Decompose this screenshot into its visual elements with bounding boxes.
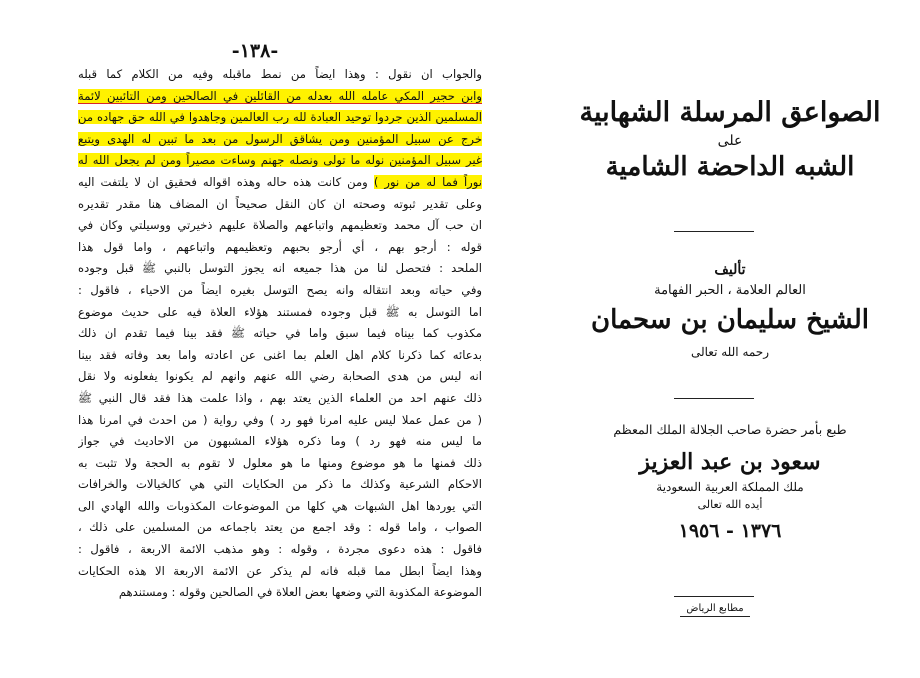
highlighted-text: المسلمين الذين جردوا توحيد العبادة لله رب العالمين وجاهدوا في الله حق جهاده من xyxy=(78,110,482,125)
text-line xyxy=(78,280,482,302)
title-connector: على xyxy=(717,133,743,149)
text-line xyxy=(78,431,482,453)
line-text: فاقول : هذه دعوى مجردة ، وقوله : وهو مذهب الائمة الاربعة ، فاقول : xyxy=(78,542,482,557)
author-mercy: رحمه الله تعالى xyxy=(690,345,770,359)
press-name: مطابع الرياض xyxy=(680,603,750,617)
text-line xyxy=(78,302,482,324)
line-text: الموضوعة المكذوبة التي وضعها بعض العلاة في الصالحين وقوله : ومستندهم xyxy=(118,585,482,600)
line-text: وعلى تقدير ثبوته وصحته ان كان النقل صحيحاً ان المضاف هنا مقدر تقديره xyxy=(78,196,482,211)
text-line xyxy=(78,323,482,345)
text-line xyxy=(78,64,482,86)
line-text: ذلك عنهم احد من العلماء الذين يعتد بهم ، واذا علمت هذا فقد قال النبي ﷺ xyxy=(78,390,482,405)
line-text: ذلك فمنها ما هو موضوع ومنها ما هو معلول لا تقوم به الحجة ولا تثبت به xyxy=(78,455,482,470)
text-line xyxy=(78,366,482,388)
divider-rule xyxy=(674,398,754,399)
line-text: وفي حياته وبعد انتقاله وانه يصح التوسل بغيره ايضاً من الاحياء ، فاقول : xyxy=(78,282,482,297)
text-line xyxy=(78,453,482,475)
line-text: الاحكام الشرعية وكذلك ما ذكر من الحكايات التي هي كالخيالات والخرافات xyxy=(78,477,482,492)
text-line xyxy=(78,388,482,410)
text-line xyxy=(78,539,482,561)
line-text: بدعائه كما ذكرنا كلام اهل العلم بما اغنى عن اعادته واما بعد وفاته فقد بينا xyxy=(78,347,482,362)
text-line xyxy=(78,107,482,129)
text-line xyxy=(78,194,482,216)
text-line xyxy=(78,150,482,172)
text-line xyxy=(78,410,482,432)
line-text: قوله : أرجو بهم ، أي أرجو بحبهم وتعظيمهم واتباعهم ، واما قول هذا xyxy=(78,239,482,254)
body-text xyxy=(78,64,482,604)
line-text: ( من عمل عملا ليس عليه امرنا فهو رد ) وفي رواية ( من احدث في امرنا هذا xyxy=(78,412,482,427)
text-line xyxy=(78,582,482,604)
text-line xyxy=(78,129,482,151)
highlighted-text: نوراً فما له من نور ) xyxy=(373,174,482,189)
book-title xyxy=(540,96,920,184)
right-page xyxy=(540,0,920,678)
text-line xyxy=(78,237,482,259)
text-line xyxy=(78,474,482,496)
line-text: ومن كانت هذه حاله وهذه اقواله فحقيق ان لا يلتفت اليه xyxy=(78,174,368,189)
line-text: التي يوردها اهل الشبهات هي كلها من الموضوعات المكذوبات والله الهادي الى xyxy=(78,498,482,513)
text-line xyxy=(78,345,482,367)
text-line xyxy=(78,215,482,237)
publication-years: ١٣٧٦ - ١٩٥٦ xyxy=(678,520,782,542)
king-name: سعود بن عبد العزيز xyxy=(639,449,821,475)
line-text: والجواب ان نقول : وهذا ايضاً من نمط ماقبله وفيه من الكلام كما قبله xyxy=(78,67,482,81)
text-line xyxy=(78,258,482,280)
line-text: وهذا ايضاً ابطل مما قبله فانه لم يذكر عن الائمة الاربعة الا هذه الحكايات xyxy=(78,563,482,578)
text-line xyxy=(78,86,482,108)
line-text: الصواب ، واما قوله : وقد اجمع من يعتد باجماعه من المسلمين على ذلك ، xyxy=(78,520,482,535)
divider-rule xyxy=(674,231,754,232)
printed-by: طبع بأمر حضرة صاحب الجلالة الملك المعظم xyxy=(613,422,847,437)
page-number: -١٣٨- xyxy=(231,40,279,62)
author-name: الشيخ سليمان بن سحمان xyxy=(590,305,870,335)
line-text: اما التوسل به ﷺ قبل وجوده فمستند هؤلاء العلاة فيه على حديث موضوع xyxy=(78,304,482,319)
text-line xyxy=(78,496,482,518)
line-text: انه ليس من هدى الصحابة رضي الله عنهم وانهم لم يكونوا يفعلونه ولا نقل xyxy=(78,369,482,384)
author-description: العالم العلامة ، الحبر الفهامة xyxy=(654,283,806,298)
king-prayer: أيده الله تعالى xyxy=(697,498,763,511)
divider-rule xyxy=(674,596,754,597)
line-text: مكذوب كما بيناه فيما سبق واما في حياته ﷺ فقد بينا فيما تقدم ان ذلك xyxy=(78,326,482,341)
highlighted-text: وابن حجير المكي عامله الله بعدله من القائلين في الصالحين ومن التائبين لائمة xyxy=(78,88,482,103)
text-line xyxy=(78,172,482,194)
text-line xyxy=(78,517,482,539)
king-title: ملك المملكة العربية السعودية xyxy=(656,480,804,494)
text-line xyxy=(78,561,482,583)
title-line-2: الشبه الداحضة الشامية xyxy=(605,152,855,182)
line-text: ما ليس منه فهو رد ) وما ذكره هؤلاء المشبهون من الاحاديث في جواز xyxy=(78,434,482,449)
line-text: ان حب آل محمد وتعظيمهم واتباعهم والصلاة عليهم ذخيرتي ووسيلتي وكان في xyxy=(78,218,482,233)
highlighted-text: غير سبيل المؤمنين نوله ما تولى ونصله جهنم وساءت مصيراً ومن لم يجعل الله له xyxy=(78,153,482,168)
authorship-label: تأليف xyxy=(714,262,746,278)
title-line-1: الصواعق المرسلة الشهابية xyxy=(579,97,881,128)
line-text: الملحد : فتحصل لنا من هذا جميعه انه يجوز التوسل بالنبي ﷺ قبل وجوده xyxy=(78,261,482,276)
highlighted-text: خرج عن سبيل المؤمنين ومن يشاقق الرسول من بعد ما تبين له الهدى ويتبع xyxy=(78,131,482,146)
